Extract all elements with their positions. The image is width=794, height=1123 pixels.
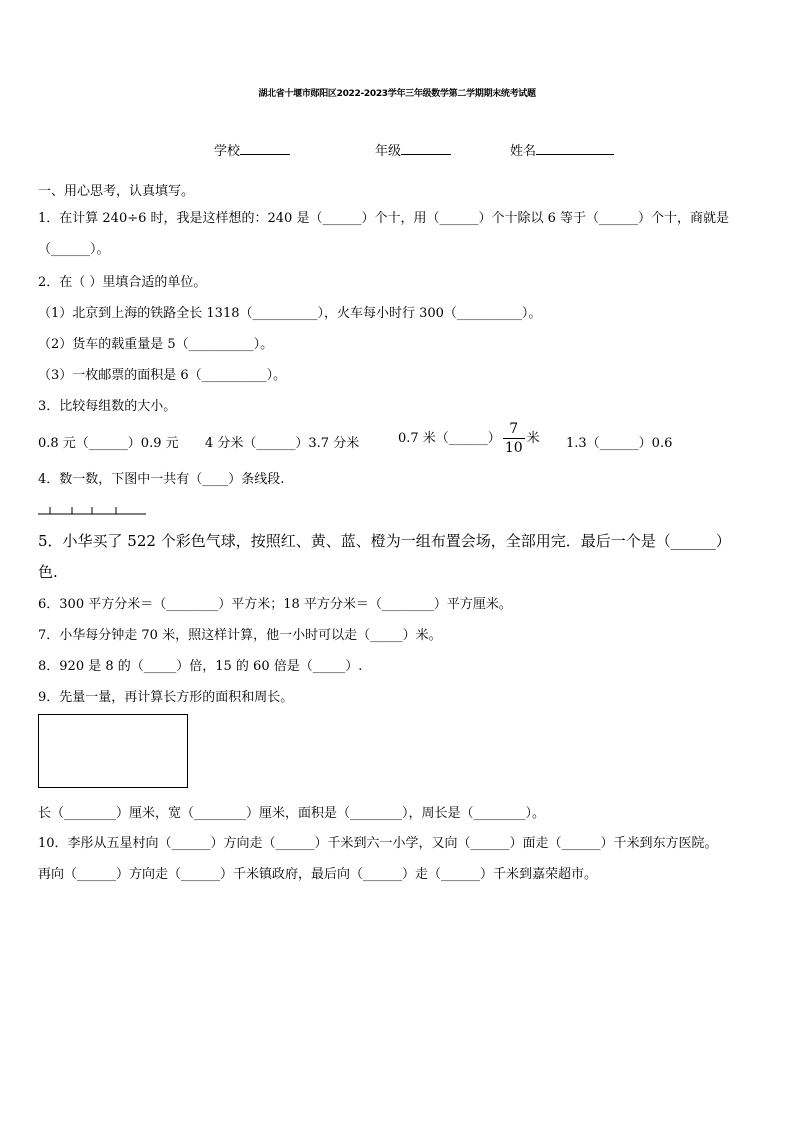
question-6: 6．300 平方分米＝（________）平方米；18 平方分米＝（________）平方厘米。: [38, 597, 512, 612]
school-label: 学校: [214, 144, 241, 159]
question-3-item-c-unit: 米: [526, 431, 540, 446]
school-blank: [240, 142, 290, 155]
fraction-seven-tenths: [503, 422, 525, 455]
question-1-line-2: （______）。: [38, 242, 110, 257]
section-heading: 一、用心思考，认真填写。: [38, 184, 195, 199]
question-1-line-1: 1．在计算 240÷6 时，我是这样想的：240 是（______）个十，用（______）个十除以 6 等于（______）个十，商就是: [38, 211, 729, 226]
name-field: [510, 140, 614, 159]
question-8: 8．920 是 8 的（_____）倍，15 的 60 倍是（_____）.: [38, 659, 363, 674]
question-3-item-b: 4 分米（______）3.7 分米: [205, 436, 360, 451]
question-4: 4．数一数，下图中一共有（____）条线段.: [38, 472, 285, 487]
name-label: 姓名: [510, 144, 537, 159]
question-10-line-2: 再向（______）方向走（______）千米镇政府，最后向（______）走（______）千米到嘉荣超市。: [38, 867, 598, 882]
question-2-part-3: （3）一枚邮票的面积是 6（__________）。: [38, 368, 287, 383]
grade-blank: [401, 142, 451, 155]
question-3-item-a: 0.8 元（______）0.9 元: [38, 436, 179, 451]
grade-field: [375, 140, 451, 159]
question-9-answer: 长（________）厘米，宽（________）厘米，面积是（________），周长是（________）。: [38, 806, 546, 821]
question-5-line-2: 色.: [38, 563, 58, 581]
grade-label: 年级: [375, 144, 402, 159]
question-2-part-1: （1）北京到上海的铁路全长 1318（__________），火车每小时行 300（__________）。: [38, 306, 542, 321]
fraction-denominator: 10: [504, 440, 523, 456]
question-2-part-2: （2）货车的载重量是 5（__________）。: [38, 337, 274, 352]
question-5-line-1: 5．小华买了 522 个彩色气球，按照红、黄、蓝、橙为一组布置会场，全部用完．最后一个是（______）: [38, 532, 731, 550]
question-3-item-d: 1.3（______）0.6: [566, 436, 673, 451]
rectangle-figure: [38, 714, 188, 788]
school-field: [214, 140, 290, 159]
question-3-item-c-left: 0.7 米（______）: [398, 431, 501, 446]
question-3-item-c: [398, 422, 540, 455]
line-segment-figure: [38, 504, 150, 516]
question-10-line-1: 10．李彤从五星村向（______）方向走（______）千米到六一小学，又向（______）面走（______）千米到东方医院。: [38, 836, 718, 851]
page-title: 湖北省十堰市郧阳区2022-2023学年三年级数学第二学期期末统考试题: [258, 89, 536, 99]
question-3-stem: 3．比较每组数的大小。: [38, 399, 177, 414]
question-2-stem: 2．在（ ）里填合适的单位。: [38, 275, 207, 290]
question-9-stem: 9．先量一量，再计算长方形的面积和周长。: [38, 690, 294, 705]
question-7: 7．小华每分钟走 70 米，照这样计算，他一小时可以走（_____）米。: [38, 628, 442, 643]
name-blank: [536, 142, 614, 155]
fraction-numerator: 7: [503, 422, 525, 439]
